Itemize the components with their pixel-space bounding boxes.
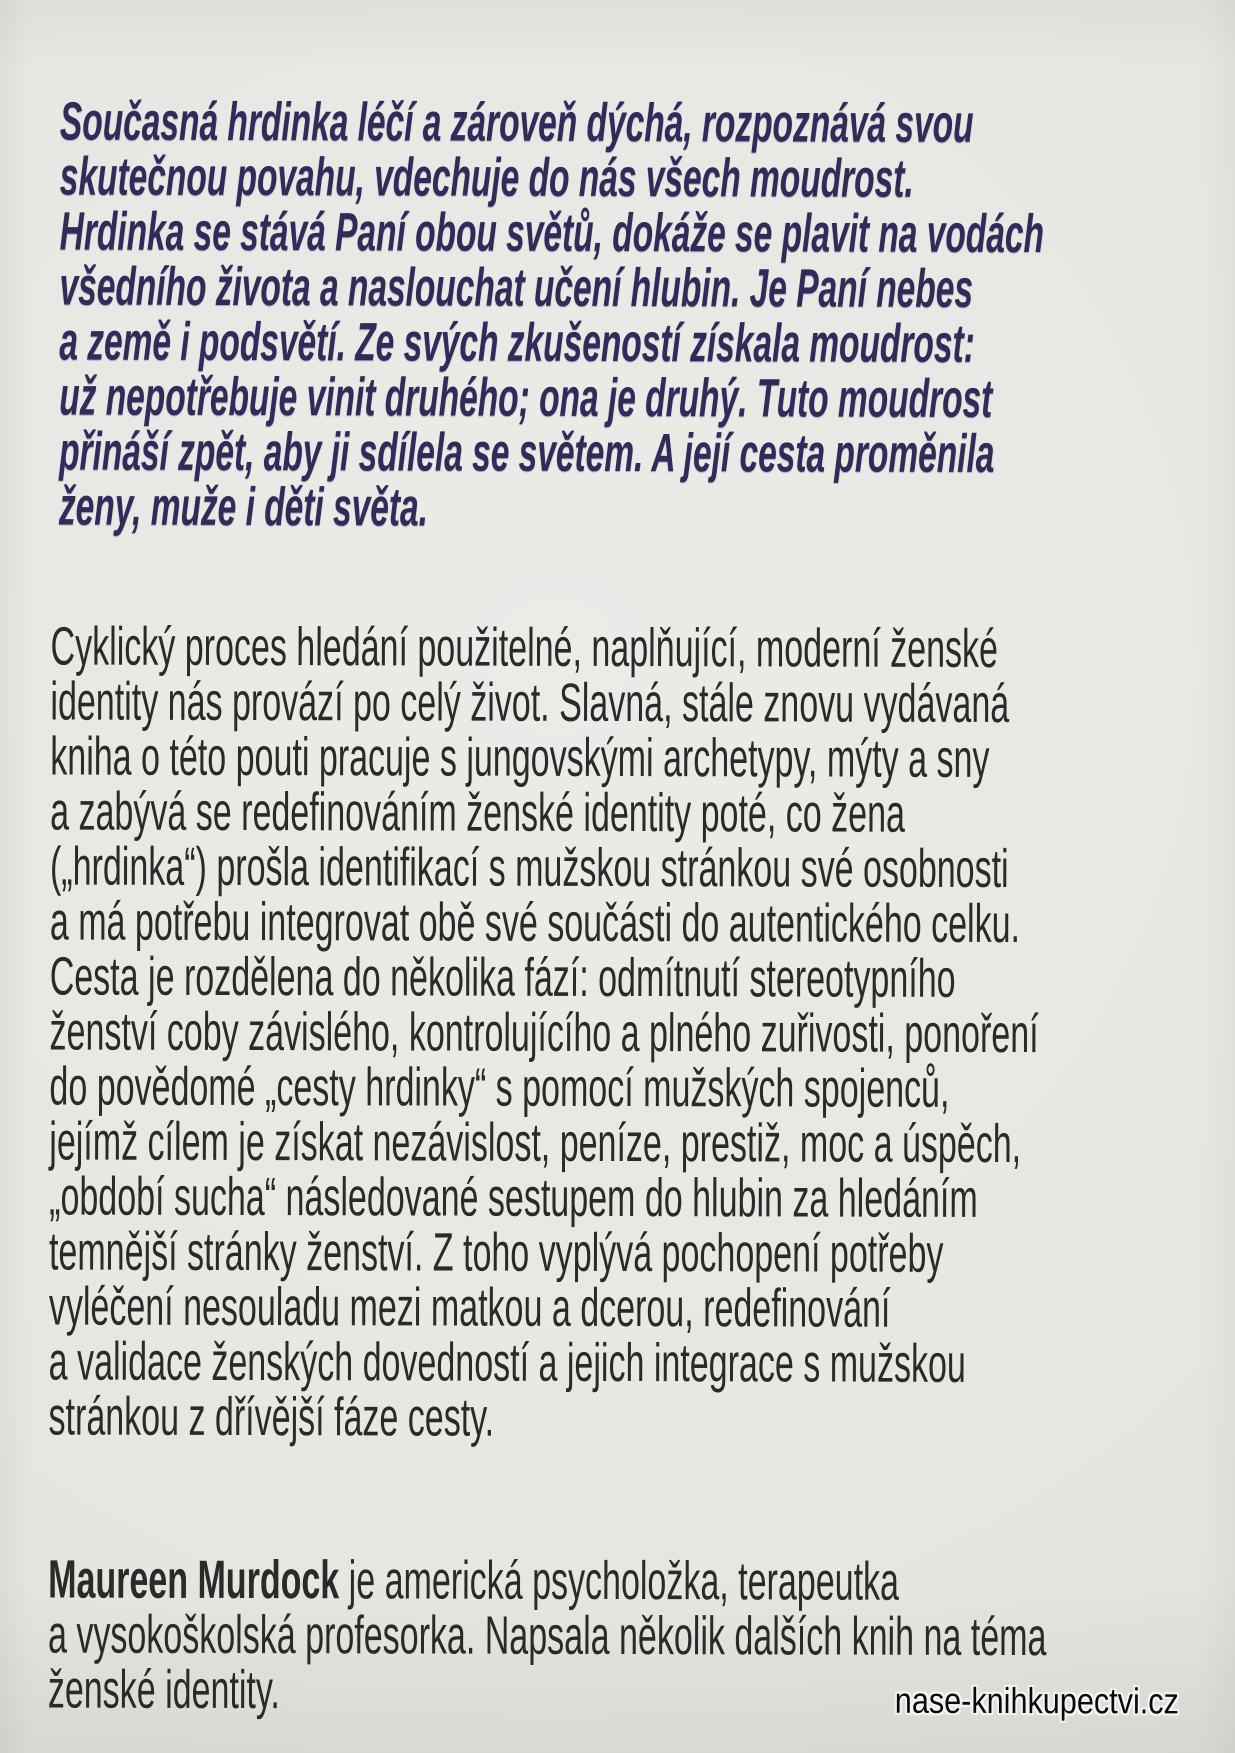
text-line: přináší zpět, aby ji sdílela se světem. A její cesta proměnila <box>59 421 995 484</box>
text-line: stránkou z dřívější fáze cesty. <box>48 1386 495 1448</box>
text-line: a validace ženských dovedností a jejich integrace s mužskou <box>48 1331 966 1394</box>
text-line: všedního života a naslouchat učení hlubin. Je Paní nebes <box>59 256 974 319</box>
text-line: do povědomé „cesty hrdinky“ s pomocí mužských spojenců, <box>49 1056 950 1119</box>
author-name: Maureen Murdock <box>48 1549 340 1611</box>
text-line: Cesta je rozdělena do několika fází: odmítnutí stereotypního <box>49 946 956 1009</box>
text-line: identity nás provází po celý život. Slavná, stále znovu vydávaná <box>50 671 1010 735</box>
text-line: a vysokoškolská profesorka. Napsala několik dalších knih na téma <box>47 1604 1047 1668</box>
text-line: kniha o této pouti pracuje s jungovskými archetypy, mýty a sny <box>50 726 990 789</box>
text-line: skutečnou povahu, vdechuje do nás všech moudrost. <box>59 146 914 209</box>
text-line: („hrdinka“) prošla identifikací s mužskou stránkou své osobnosti <box>49 836 1009 900</box>
text-line: jejímž cílem je získat nezávislost, peníze, prestiž, moc a úspěch, <box>49 1111 1022 1175</box>
text-line: ženské identity. <box>47 1659 280 1721</box>
description-paragraph <box>48 616 1235 1449</box>
text-line: ženy, muže i děti světa. <box>58 476 429 538</box>
author-line-rest: je americká psycholožka, terapeutka <box>339 1550 900 1612</box>
text-line: a země i podsvětí. Ze svých zkušeností získala moudrost: <box>59 311 975 374</box>
text-line: vyléčení nesouladu mezi matkou a dcerou, redefinování <box>48 1276 891 1339</box>
text-line: Současná hrdinka léčí a zároveň dýchá, rozpoznává svou <box>59 91 974 154</box>
text-line <box>48 1549 1047 1612</box>
text-line: Cyklický proces hledání použitelné, naplňující, moderní ženské <box>50 616 999 679</box>
text-line: temnější stránky ženství. Z toho vyplývá pochopení potřeby <box>48 1221 944 1284</box>
watermark-text: nase-knihkupectvi.cz <box>894 1679 1179 1722</box>
text-line: Hrdinka se stává Paní obou světů, dokáže se plavit na vodách <box>59 201 1045 265</box>
text-line: a má potřebu integrovat obě své součásti do autentického celku. <box>49 891 1021 955</box>
text-line: a zabývá se redefinováním ženské identity poté, co žena <box>50 781 906 844</box>
intro-paragraph <box>58 91 1235 539</box>
text-line: „období sucha“ následované sestupem do hlubin za hledáním <box>49 1166 978 1229</box>
text-line: už nepotřebuje vinit druhého; ona je druhý. Tuto moudrost <box>59 366 993 429</box>
text-line: ženství coby závislého, kontrolujícího a plného zuřivosti, ponoření <box>49 1001 1039 1065</box>
